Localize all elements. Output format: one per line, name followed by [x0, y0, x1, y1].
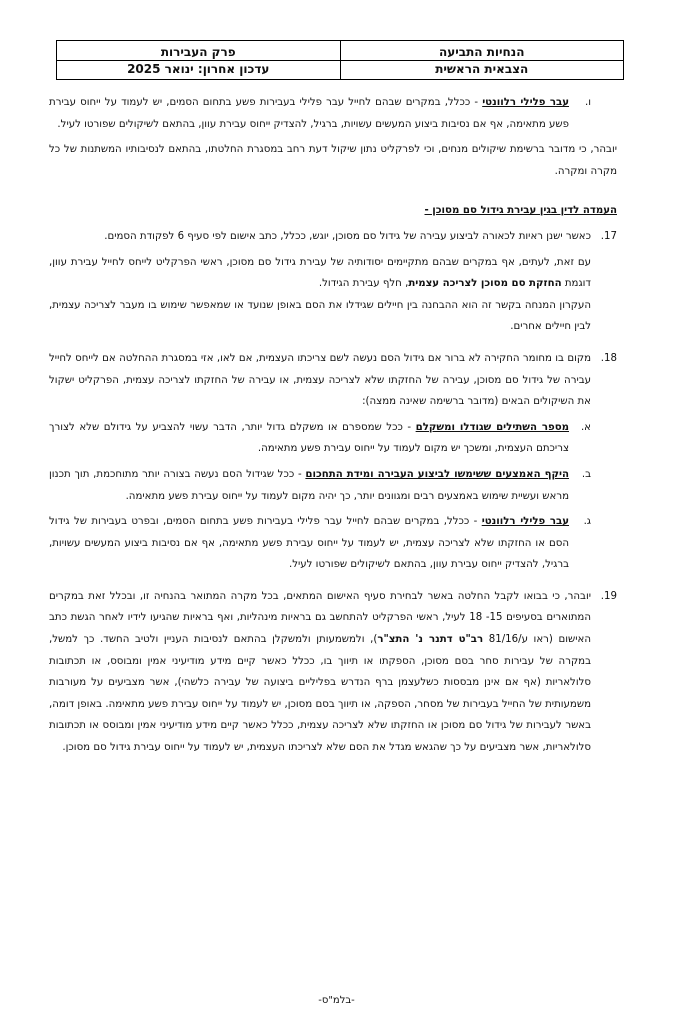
paragraph-17-sub1 [49, 252, 617, 295]
header-right-cell [341, 41, 624, 79]
item-gimel-rest: - ככלל, במקרים שבהם לחייל עבר פלילי בעבירות פשע בתחום הסמים, ובפרט בעבירות של גידול הסם או החזקתו שלא לצריכה עצמית, יש לעמוד על ייחוס עבירת פשע מתאימה, אף אם נסיבות ביצוע המעשים עשויות, ברגיל, להצדיק ייחוס עבירת עוון, בהתאם לשיקולים שפורטו לעיל. [49, 516, 569, 571]
item-alef-label: א. [580, 421, 591, 433]
item-vav-bold: עבר פלילי רלוונטי [482, 97, 570, 108]
item-gimel [49, 511, 617, 576]
paragraph-19-post: ), ולמשמעותן ולמשקלן בהתאם לנסיבות העניין ולטיב החשד. כך למשל, במקרה של עבירות סחר בסם מסוכן, הספקתו או תיווך בו, ככלל כאשר קיים מידע מודיעיני אמין ומבוסס, או תכתובות סלולאריות (אף אם אינן מבססות כשלעצמן ברף הנדרש בפליליים ביצועה של עבירה כלשהי), אשר מצביעים על מעורבות משמעותית של החייל בעבירות של מסחר, הספקה, או תיווך בסם מסוכן, יש לעמוד על ייחוס עבירת פשע מתאימה. באופן דומה, באשר לעבירות של גידול סם מסוכן או החזקתו שלא לצריכה עצמית, ככלל כאשר קיים מידע מודיעיני אמין ומבוסס או תכתובות סלולאריות, אשר מצביעים על כך שהגאש מגדל את הסם שלא לצריכתו העצמית, יש לעמוד על ייחוס עבירת גידול סם מסוכן. [49, 634, 591, 754]
paragraph-17-sub1-post: , חלף עבירת הגידול. [318, 278, 409, 290]
item-bet-bold: היקף האמצעים ששימשו לביצוע העבירה ומידת התחכום [305, 468, 569, 480]
item-vav-rest: - ככלל, במקרים שבהם לחייל עבר פלילי בעבירות פשע בתחום הסמים, יש לעמוד על ייחוס עבירת פשע מתאימה, אף אם נסיבות ביצוע המעשים עשויות, ברגיל, להצדיק ייחוס עבירת עוון, בהתאם לשיקולים שפורטו לעיל. [49, 97, 569, 130]
item-vav-text [49, 92, 569, 135]
item-bet-rest: - ככל שגידול הסם נעשה בצורה יותר מתוחכמת, תוך תכנון מראש ועשיית שימוש באמצעים רבים ומגוונים יותר, כך יהיה מקום לעמוד על ייחוס עבירת פשע מתאימה. [49, 468, 569, 502]
item-bet-text [49, 464, 569, 507]
item-gimel-text [49, 511, 569, 576]
item-alef-bold: מספר השתילים שגודלו ומשקלם [415, 421, 569, 433]
paragraph-17 [49, 226, 617, 248]
item-bet [49, 464, 617, 507]
item-bet-label: ב. [581, 468, 591, 480]
item-gimel-bold: עבר פלילי רלוונטי [481, 516, 570, 528]
header-chapter: פרק העבירות [160, 44, 236, 59]
classification-footer: -בלמ"ס- [318, 995, 355, 1006]
item-alef [49, 417, 617, 460]
closing-note: יובהר, כי מדובר ברשימת שיקולים מנחים, וכי לפרקליט נתון שיקול דעת רחב במסגרת החלטתו, בהתאם לנסיבותיו המשתנות של כל מקרה ומקרה. [49, 144, 617, 177]
paragraph-19-number: 19. [600, 590, 617, 602]
header-left-cell [57, 41, 341, 79]
paragraph-19 [49, 586, 617, 759]
paragraph-17-sub1-bold: החזקת סם מסוכן לצריכה עצמית [408, 278, 562, 290]
item-vav-label: ו. [584, 97, 591, 108]
paragraph-17-number: 17. [600, 230, 617, 242]
item-alef-text [49, 417, 569, 460]
document-body [49, 92, 617, 759]
paragraph-17-text: כאשר ישנן ראיות לכאורה לביצוע עבירה של גידול סם מסוכן, יוגש, ככלל, כתב אישום לפי סעיף 6 לפקודת הסמים. [104, 230, 591, 242]
paragraph-18-number: 18. [600, 352, 617, 364]
paragraph-19-text [49, 586, 591, 759]
paragraph-17-sub1-pre: עם זאת, לעתים, אף במקרים שבהם מתקיימים יסודותיה של עבירת גידול סם מסוכן, ראשי הפרקליט לייחס לחייל עבירת עוון, דוגמת [49, 256, 591, 290]
paragraph-19-pre: יובהר, כי בבואו לקבל החלטה באשר לבחירת סעיף האישום המתאים, בכל מקרה המתואר בהנחיה זו, ובכלל זאת במקרים המתוארים בסעיפים 15- 18 לעיל, ראשי הפרקליט להתחשב גם בראיות מינהליות, ואף בראיות שהגיעו לידיו לאחר הגשת כתב האישום (ראו ע/81/16 [49, 590, 591, 646]
paragraph-18-text: מקום בו מחומר החקירה לא ברור אם גידול הסם נעשה לשם צריכתו העצמית, אם לאו, אזי במסגרת ההחלטה אם לייחס לחייל עבירה של גידול סם מסוכן, עבירה של החזקתו שלא לצריכה עצמית, או עבירה של החזקתו לצריכה עצמית, הפרקליט ישקול את השיקולים הבאים (מדובר ברשימה שאינה ממצה): [49, 352, 591, 408]
item-alef-rest: - ככל שמספרם או משקלם גדול יותר, הדבר עשוי להצביע על גידולם שלא לצורך צריכתם העצמית, ומשכך יש מקום לעמוד על ייחוס עבירת פשע מתאימה. [49, 421, 569, 455]
paragraph-18 [49, 348, 617, 413]
header-last-update: עדכון אחרון: ינואר 2025 [57, 60, 340, 77]
section-title: העמדה לדין בגין עבירת גידול סם מסוכן - [424, 205, 617, 217]
paragraph-19-case-name: רב"ט דתנר נ' התצ"ר [377, 634, 484, 646]
header-table [56, 40, 624, 80]
paragraph-17-sub2: העקרון המנחה בקשר זה הוא ההבחנה בין חיילים שגידלו את הסם באופן שנועד או שמאפשר שימוש בו מעבר לצריכה עצמית, לבין חיילים אחרים. [49, 299, 591, 333]
header-org-line1: הנחיות התביעה [439, 44, 525, 59]
item-vav [49, 92, 617, 135]
header-org-line2: הצבאית הראשית [341, 60, 624, 77]
item-gimel-label: ג. [583, 516, 591, 528]
